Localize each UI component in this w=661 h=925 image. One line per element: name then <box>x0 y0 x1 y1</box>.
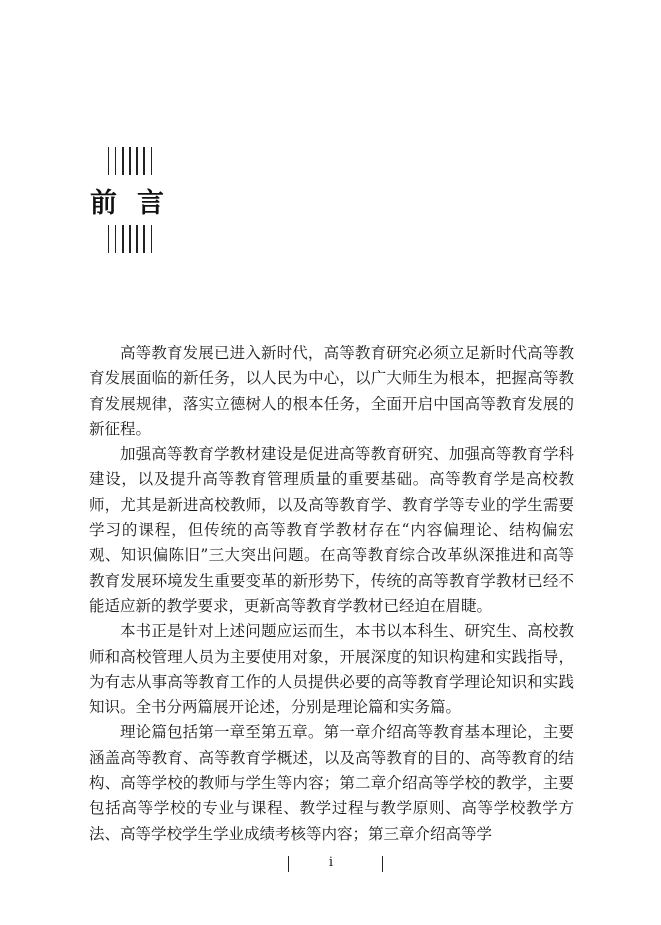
footer-rule-right <box>382 856 383 872</box>
paragraph-2: 加强高等教育学教材建设是促进高等教育研究、加强高等教育学科建设，以及提升高等教育管理质量的重要基础。高等教育学是高校教师，尤其是新进高校教师，以及高等教育学、教育学等专业的学生需要学习的课程，但传统的高等教育学教材存在“内容偏理论、结构偏宏观、知识偏陈旧”三大突出问题。在高等教育综合改革纵深推进和高等教育发展环境发生重要变革的新形势下，传统的高等教育学教材已经不能适应新的教学要求，更新高等教育学教材已经迫在眉睫。 <box>89 445 574 615</box>
heading-ornament-top <box>108 147 152 175</box>
paragraph-3: 本书正是针对上述问题应运而生，本书以本科生、研究生、高校教师和高校管理人员为主要使用对象，开展深度的知识构建和实践指导，为有志从事高等教育工作的人员提供必要的高等教育学理论知识和实践知识。全书分两篇展开论述，分别是理论篇和实务篇。 <box>89 622 574 717</box>
page-footer <box>0 856 661 872</box>
heading-ornament-bottom <box>108 225 152 253</box>
page-number: i <box>328 855 334 870</box>
title-char-2: 言 <box>137 188 164 219</box>
page-title <box>90 186 164 222</box>
preface-body <box>89 341 574 847</box>
title-char-1: 前 <box>90 188 117 219</box>
footer-rule-left <box>288 856 289 872</box>
paragraph-1: 高等教育发展已进入新时代，高等教育研究必须立足新时代高等教育发展面临的新任务，以人民为中心，以广大师生为根本，把握高等教育发展规律，落实立德树人的根本任务，全面开启中国高等教育发展的新征程。 <box>89 344 574 438</box>
paragraph-4: 理论篇包括第一章至第五章。第一章介绍高等教育基本理论，主要涵盖高等教育、高等教育学概述，以及高等教育的目的、高等教育的结构、高等学校的教师与学生等内容；第二章介绍高等学校的教学，主要包括高等学校的专业与课程、教学过程与教学原则、高等学校教学方法、高等学校学生学业成绩考核等内容；第三章介绍高等学 <box>89 723 574 843</box>
